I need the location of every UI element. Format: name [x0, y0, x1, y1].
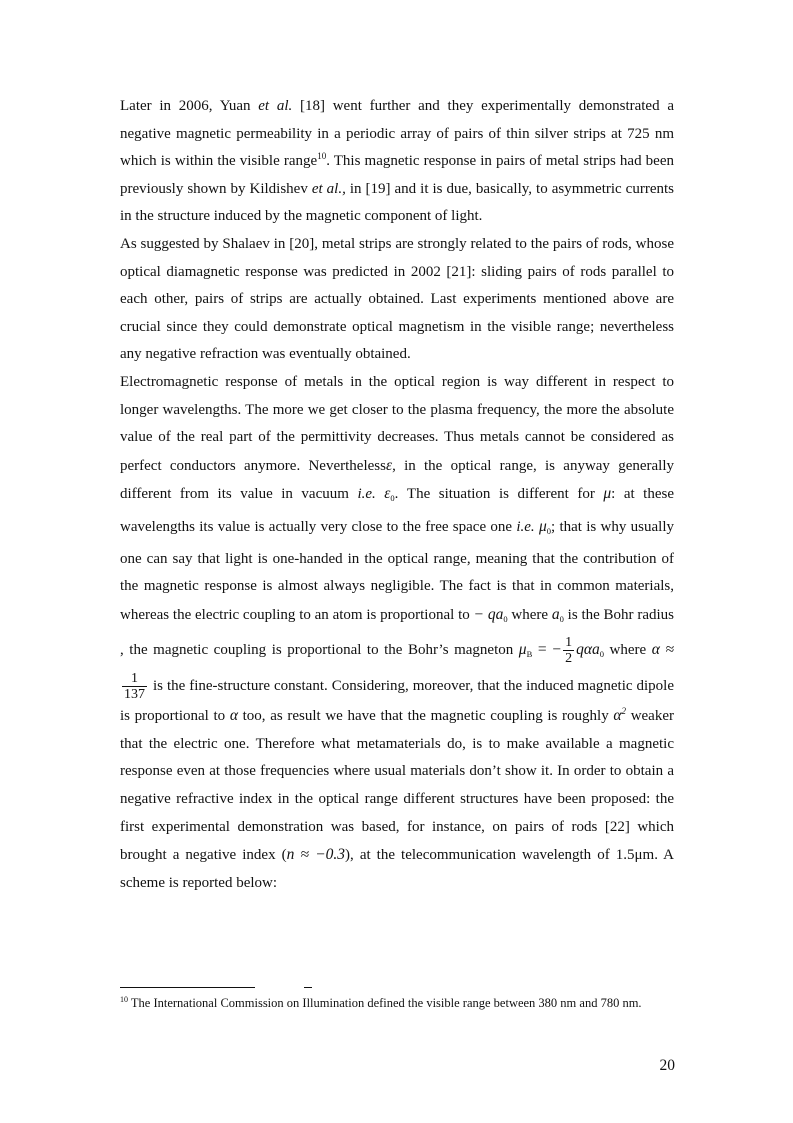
- math-fraction-half: [563, 635, 574, 666]
- math-bohr-magneton: [518, 635, 604, 667]
- text-run: where: [603, 642, 652, 659]
- math-subscript: 0: [559, 613, 564, 624]
- footnote-reference[interactable]: 10: [317, 151, 327, 162]
- text-run: Later in 2006, Yuan: [120, 98, 259, 114]
- math-a0: [552, 606, 564, 623]
- body-text: [120, 93, 674, 897]
- math-subscript: 0: [546, 525, 552, 536]
- math-subscript: B: [526, 649, 533, 660]
- math-symbol: qαa: [576, 641, 600, 659]
- text-run: . This magnetic response in pairs of metal strips had been previously shown by Kildishev: [120, 153, 674, 197]
- text-run: is the fine-structure constant. Considering, moreover, that the induced magnetic dipole is proportional to: [120, 678, 674, 725]
- page-number: 20: [659, 1057, 675, 1074]
- math-symbol: μ: [538, 517, 547, 535]
- math-alpha: α: [229, 707, 238, 725]
- math-operator: = −: [532, 641, 562, 659]
- text-run: ; that is why usually one can say that light is one-handed in the optical range, meaning that the contribution of the magnetic response is almost always negligible. The fact is that in common materials, whereas the electric coupling to an atom is proportional to: [120, 518, 675, 623]
- math-symbol: − qa: [473, 605, 504, 623]
- math-symbol: α ≈: [651, 641, 674, 659]
- text-run: Electromagnetic response of metals in the optical region is way different in respect to longer wavelengths. The more we get closer to the plasma frequency, the more the absolute value of the real part of the permittivity decreases. Thus metals cannot be considered as perfect conductors anymore. Nevertheless: [120, 373, 674, 474]
- paragraph-2: As suggested by Shalaev in [20], metal strips are strongly related to the pairs of rods, whose optical diamagnetic response was predicted in 2002 [21]: sliding pairs of rods parallel to each other, pairs of strips are actually obtained. Last experiments mentioned above are crucial since they could demonstrate optical magnetism in the visible range; nevertheless any negative refraction was eventually obtained.: [120, 235, 674, 363]
- footnote-separator-dash: [304, 987, 312, 988]
- fraction-denominator: 137: [124, 687, 145, 703]
- fraction-numerator: 1: [565, 635, 573, 651]
- text-run: where: [507, 606, 552, 623]
- paragraph-1: [120, 93, 674, 231]
- italic-ie: i.e.: [516, 518, 535, 535]
- footnote: [120, 995, 675, 1012]
- math-alpha-squared: [613, 707, 626, 724]
- math-fraction-137: [122, 671, 147, 702]
- math-subscript: 0: [390, 493, 395, 504]
- text-run: [18] went further and they experimentally demonstrated a negative magnetic permeability in a periodic array of pairs of thin silver strips at 725 nm which is within the visible range: [120, 98, 674, 170]
- text-run: too, as result we have that the magnetic coupling is roughly: [237, 708, 614, 725]
- math-mu-0: [539, 518, 551, 535]
- italic-et-al: et al.: [258, 98, 293, 114]
- math-subscript: 0: [599, 649, 604, 660]
- math-epsilon: ε: [385, 456, 393, 474]
- italic-ie: i.e.: [357, 486, 376, 503]
- footnote-marker: 10: [120, 995, 128, 1004]
- math-mu: μ: [603, 485, 612, 503]
- text-run: : at these wavelengths its value is actually very close to the free space one: [120, 486, 674, 535]
- text-run: ), at the telecommunication wavelength of 1.5μm. A scheme is reported below:: [120, 847, 674, 891]
- math-superscript: 2: [621, 706, 627, 717]
- math-symbol: α: [613, 707, 622, 725]
- text-run: weaker that the electric one. Therefore what metamaterials do, is to make available a magnetic response even at those frequencies where usual materials don’t show it. In order to obtain a negative refractive index in the optical range different structures have been proposed: the first experimental demonstration was based, for instance, on pairs of rods [22] which brought a negative index (: [120, 708, 674, 864]
- math-symbol: a: [551, 605, 560, 623]
- math-negative-index: n ≈ −0.3: [286, 846, 346, 864]
- math-subscript: 0: [503, 613, 508, 624]
- text-run: in [19] and it is due, basically, to asymmetric currents in the structure induced by the magnetic component of light.: [120, 180, 674, 225]
- math-symbol: ε: [384, 485, 391, 503]
- math-symbol: μ: [518, 641, 527, 659]
- text-run: is the Bohr radius , the magnetic coupling is proportional to the Bohr’s magneton: [120, 606, 674, 659]
- paragraph-3: [120, 369, 674, 898]
- footnote-separator: [120, 987, 255, 988]
- text-run: . The situation is different for: [394, 486, 604, 503]
- footnote-text: The International Commission on Illumination defined the visible range between 380 nm and 780 nm.: [128, 996, 642, 1010]
- fraction-denominator: 2: [565, 651, 573, 667]
- fraction-numerator: 1: [122, 671, 147, 687]
- text-run: , in the optical range, is anyway generally different from its value in vacuum: [120, 457, 674, 503]
- italic-et-al: et al.,: [311, 180, 346, 197]
- math-epsilon-0: [384, 485, 394, 502]
- math-minus-qa0: [474, 606, 508, 623]
